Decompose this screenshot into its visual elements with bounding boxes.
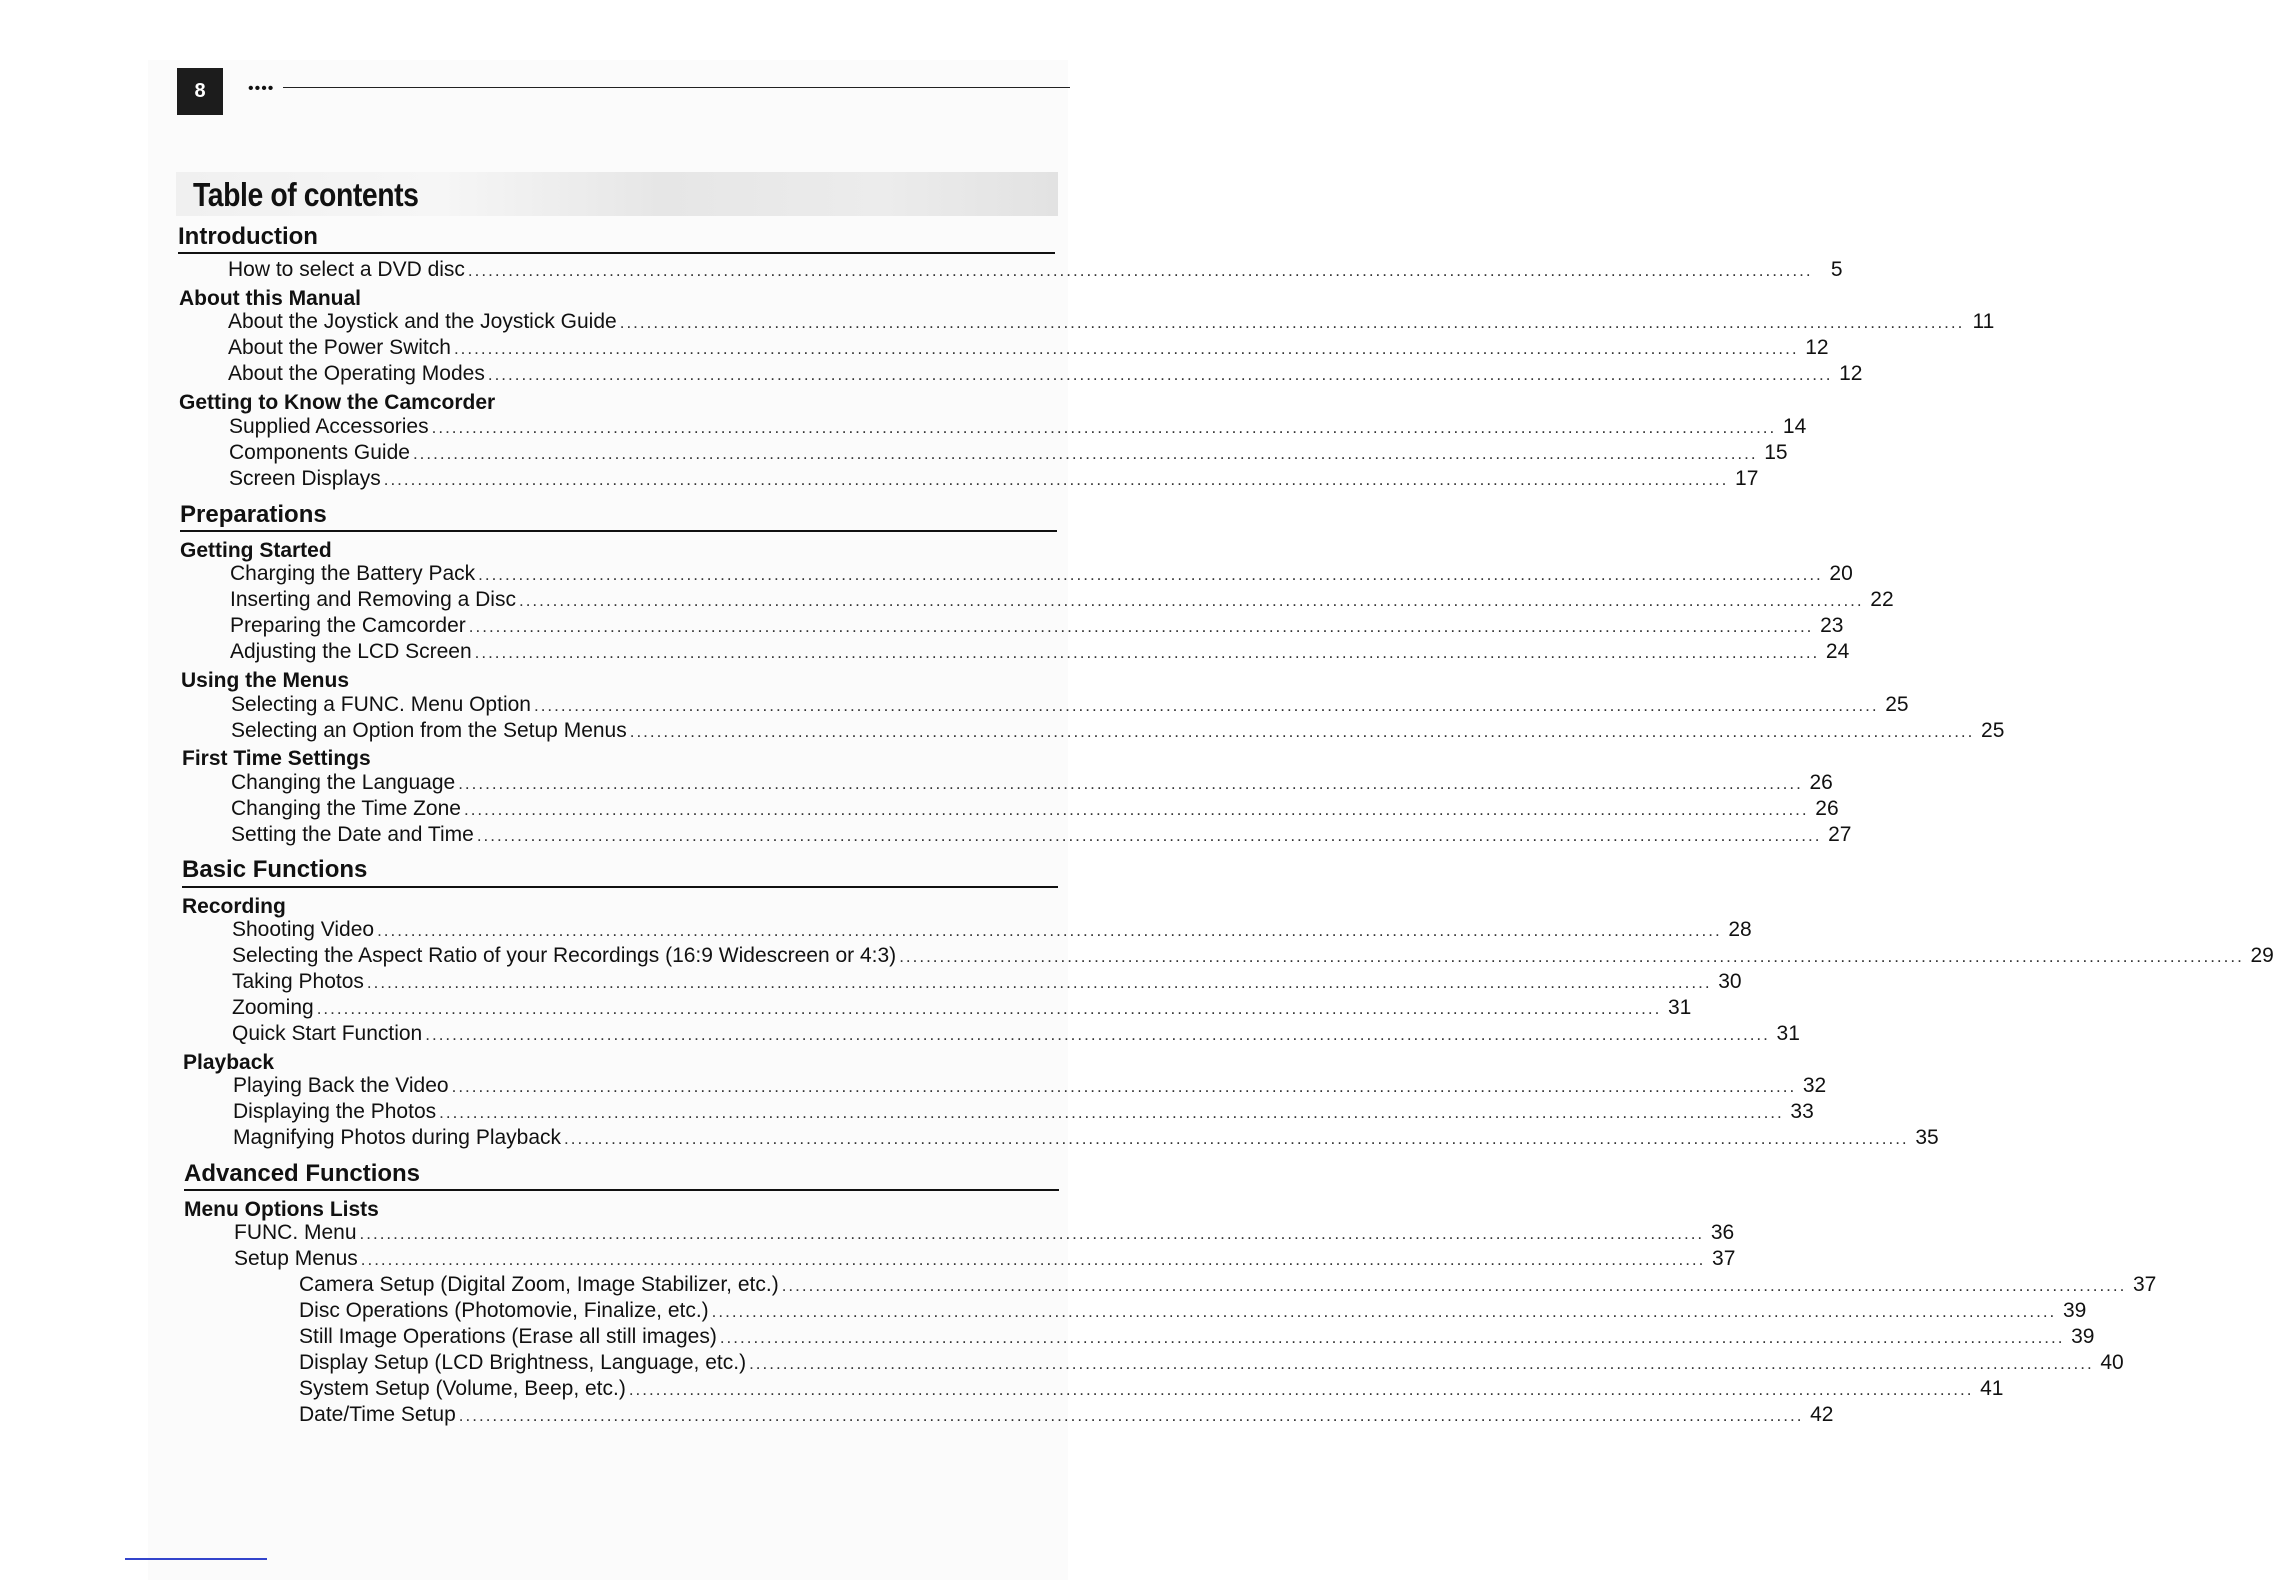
entry-title: Adjusting the LCD Screen — [230, 640, 472, 663]
section-heading-basic-functions: Basic Functions — [182, 856, 368, 883]
entry-title: Charging the Battery Pack — [230, 562, 476, 585]
dot-leader: ........................................................................................................................................................................................................ — [629, 722, 1975, 741]
entry-title: Selecting the Aspect Ratio of your Recordings (16:9 Widescreen or 4:3) — [232, 944, 897, 967]
toc-entry[interactable] — [233, 1074, 1827, 1098]
section-rule — [180, 530, 1057, 532]
toc-entry[interactable] — [230, 562, 1853, 586]
dot-leader: ........................................................................................................................................................................................................ — [719, 1328, 2065, 1347]
dot-leader: ........................................................................................................................................................................................................ — [467, 261, 1813, 280]
entry-page-number: 15 — [1764, 441, 1788, 464]
entry-title: Still Image Operations (Erase all still images) — [299, 1325, 717, 1348]
entry-title: Changing the Language — [231, 771, 456, 794]
entry-page-number: 26 — [1815, 797, 1839, 820]
toc-entry[interactable] — [232, 918, 1752, 942]
entry-page-number: 31 — [1776, 1022, 1800, 1045]
dot-leader: ........................................................................................................................................................................................................ — [749, 1354, 2094, 1373]
entry-title: Display Setup (LCD Brightness, Language, etc.) — [299, 1351, 747, 1374]
dot-leader: ........................................................................................................................................................................................................ — [518, 591, 1864, 610]
entry-page-number: 22 — [1870, 588, 1894, 611]
subheading: Recording — [182, 895, 286, 918]
section-rule — [182, 886, 1058, 888]
entry-page-number: 20 — [1829, 562, 1853, 585]
entry-page-number: 17 — [1735, 467, 1759, 490]
entry-title: Selecting an Option from the Setup Menus — [231, 719, 627, 742]
dot-leader: ........................................................................................................................................................................................................ — [431, 418, 1777, 437]
entry-page-number: 33 — [1790, 1100, 1814, 1123]
toc-entry[interactable] — [228, 310, 1995, 334]
dot-leader: ........................................................................................................................................................................................................ — [425, 1025, 1770, 1044]
entry-title: Disc Operations (Photomovie, Finalize, etc.) — [299, 1299, 709, 1322]
dot-leader: ........................................................................................................................................................................................................ — [359, 1224, 1705, 1243]
entry-page-number: 41 — [1980, 1377, 2004, 1400]
entry-title: How to select a DVD disc — [228, 258, 465, 281]
entry-title: Inserting and Removing a Disc — [230, 588, 516, 611]
toc-entry[interactable] — [232, 970, 1742, 994]
entry-title: Zooming — [232, 996, 314, 1019]
dot-leader: ........................................................................................................................................................................................................ — [383, 470, 1729, 489]
entry-title: Taking Photos — [232, 970, 364, 993]
section-rule — [184, 1189, 1059, 1191]
subheading: Using the Menus — [181, 669, 350, 692]
entry-title: Camera Setup (Digital Zoom, Image Stabilizer, etc.) — [299, 1273, 779, 1296]
entry-page-number: 23 — [1820, 614, 1844, 637]
subheading: Getting to Know the Camcorder — [179, 391, 496, 414]
toc-entry[interactable] — [234, 1221, 1735, 1245]
dot-leader: ........................................................................................................................................................................................................ — [316, 999, 1662, 1018]
entry-title: Selecting a FUNC. Menu Option — [231, 693, 531, 716]
toc-entry[interactable] — [233, 1100, 1814, 1124]
toc-entry[interactable] — [299, 1351, 2124, 1375]
entry-page-number: 28 — [1728, 918, 1752, 941]
page-title: Table of contents — [193, 176, 419, 213]
dot-leader: ........................................................................................................................................................................................................ — [451, 1077, 1797, 1096]
entry-page-number: 25 — [1885, 693, 1909, 716]
dot-leader: ........................................................................................................................................................................................................ — [458, 774, 1803, 793]
entry-page-number: 32 — [1802, 1074, 1827, 1097]
dot-leader: ........................................................................................................................................................................................................ — [468, 617, 1814, 636]
entry-page-number: 27 — [1828, 823, 1852, 846]
dot-leader: ........................................................................................................................................................................................................ — [360, 1250, 1706, 1269]
dot-leader: ........................................................................................................................................................................................................ — [487, 365, 1833, 384]
toc-entry[interactable] — [231, 823, 1852, 847]
entry-page-number: 30 — [1718, 970, 1742, 993]
dot-leader: ........................................................................................................................................................................................................ — [781, 1276, 2127, 1295]
entry-page-number: 12 — [1839, 362, 1863, 385]
footer-line — [125, 1558, 267, 1560]
dot-leader: ........................................................................................................................................................................................................ — [564, 1129, 1909, 1148]
entry-title: Setup Menus — [234, 1247, 358, 1270]
entry-title: Quick Start Function — [232, 1022, 423, 1045]
subheading: Getting Started — [180, 539, 332, 562]
section-rule — [178, 252, 1055, 254]
toc-entry[interactable] — [232, 996, 1692, 1020]
entry-title: FUNC. Menu — [234, 1221, 357, 1244]
toc-entry[interactable] — [229, 441, 1788, 465]
dot-leader: ........................................................................................................................................................................................................ — [533, 696, 1879, 715]
toc-entry[interactable] — [299, 1325, 2095, 1349]
dot-leader: ........................................................................................................................................................................................................ — [628, 1380, 1974, 1399]
section-heading-preparations: Preparations — [180, 501, 327, 528]
header-rule — [283, 87, 1070, 88]
entry-page-number: 37 — [2132, 1273, 2157, 1296]
toc-entry[interactable] — [230, 614, 1844, 638]
entry-page-number: 5 — [1830, 258, 1843, 281]
dot-leader: ........................................................................................................................................................................................................ — [377, 921, 1722, 940]
dot-leader: ........................................................................................................................................................................................................ — [366, 973, 1712, 992]
toc-entry[interactable] — [228, 336, 1829, 360]
subheading: Menu Options Lists — [184, 1198, 379, 1221]
entry-page-number: 31 — [1667, 996, 1692, 1019]
entry-page-number: 36 — [1710, 1221, 1735, 1244]
dot-leader: ........................................................................................................................................................................................................ — [476, 826, 1822, 845]
entry-page-number: 29 — [2250, 944, 2274, 967]
entry-title: Playing Back the Video — [233, 1074, 449, 1097]
dot-leader: ........................................................................................................................................................................................................ — [412, 444, 1758, 463]
entry-title: Magnifying Photos during Playback — [233, 1126, 562, 1149]
entry-page-number: 39 — [2062, 1299, 2087, 1322]
toc-entry[interactable] — [231, 719, 2005, 743]
dot-leader: ........................................................................................................................................................................................................ — [458, 1406, 1804, 1425]
header-dots: •••• — [248, 80, 275, 97]
toc-entry[interactable] — [229, 467, 1759, 491]
toc-entry[interactable] — [232, 1022, 1800, 1046]
dot-leader: ........................................................................................................................................................................................................ — [453, 339, 1799, 358]
toc-entry[interactable] — [233, 1126, 1939, 1150]
toc-entry[interactable] — [231, 771, 1833, 795]
toc-entry[interactable] — [229, 415, 1807, 439]
entry-title: Screen Displays — [229, 467, 381, 490]
entry-title: Shooting Video — [232, 918, 375, 941]
entry-title: Changing the Time Zone — [231, 797, 461, 820]
entry-title: System Setup (Volume, Beep, etc.) — [299, 1377, 626, 1400]
entry-page-number: 14 — [1782, 415, 1807, 438]
entry-page-number: 12 — [1805, 336, 1829, 359]
toc-entry[interactable] — [299, 1377, 2004, 1401]
entry-page-number: 24 — [1825, 640, 1850, 663]
entry-page-number: 37 — [1712, 1247, 1736, 1270]
dot-leader: ........................................................................................................................................................................................................ — [474, 643, 1820, 662]
toc-entry[interactable] — [228, 362, 1863, 386]
page-number-box: 8 — [177, 68, 223, 115]
subheading: First Time Settings — [182, 747, 371, 770]
toc-entry[interactable] — [230, 588, 1894, 612]
subheading: Playback — [183, 1051, 275, 1074]
dot-leader: ........................................................................................................................................................................................................ — [439, 1103, 1784, 1122]
toc-entry[interactable] — [299, 1403, 1834, 1427]
entry-page-number: 11 — [1972, 310, 1995, 333]
toc-entry[interactable] — [231, 693, 1909, 717]
section-heading-introduction: Introduction — [178, 223, 318, 250]
entry-page-number: 40 — [2100, 1351, 2124, 1374]
toc-entry[interactable] — [228, 258, 1843, 282]
entry-page-number: 42 — [1810, 1403, 1834, 1426]
dot-leader: ........................................................................................................................................................................................................ — [899, 947, 2244, 966]
entry-page-number: 35 — [1915, 1126, 1939, 1149]
entry-page-number: 25 — [1981, 719, 2005, 742]
entry-title: About the Power Switch — [228, 336, 451, 359]
toc-entry[interactable] — [232, 944, 2274, 968]
toc-entry[interactable] — [234, 1247, 1736, 1271]
entry-title: Setting the Date and Time — [231, 823, 474, 846]
entry-title: Components Guide — [229, 441, 410, 464]
toc-entry[interactable] — [299, 1273, 2157, 1297]
toc-entry[interactable] — [230, 640, 1850, 664]
entry-page-number: 26 — [1809, 771, 1833, 794]
entry-title: Displaying the Photos — [233, 1100, 437, 1123]
dot-leader: ........................................................................................................................................................................................................ — [619, 313, 1965, 332]
dot-leader: ........................................................................................................................................................................................................ — [478, 565, 1823, 584]
entry-title: About the Joystick and the Joystick Guide — [228, 310, 617, 333]
dot-leader: ........................................................................................................................................................................................................ — [711, 1302, 2057, 1321]
entry-page-number: 39 — [2071, 1325, 2095, 1348]
entry-title: Date/Time Setup — [299, 1403, 456, 1426]
toc-entry[interactable] — [299, 1299, 2087, 1323]
entry-title: About the Operating Modes — [228, 362, 485, 385]
section-heading-advanced-functions: Advanced Functions — [184, 1160, 421, 1187]
subheading: About this Manual — [179, 287, 361, 310]
dot-leader: ........................................................................................................................................................................................................ — [463, 800, 1809, 819]
entry-title: Preparing the Camcorder — [230, 614, 466, 637]
entry-title: Supplied Accessories — [229, 415, 429, 438]
toc-entry[interactable] — [231, 797, 1839, 821]
